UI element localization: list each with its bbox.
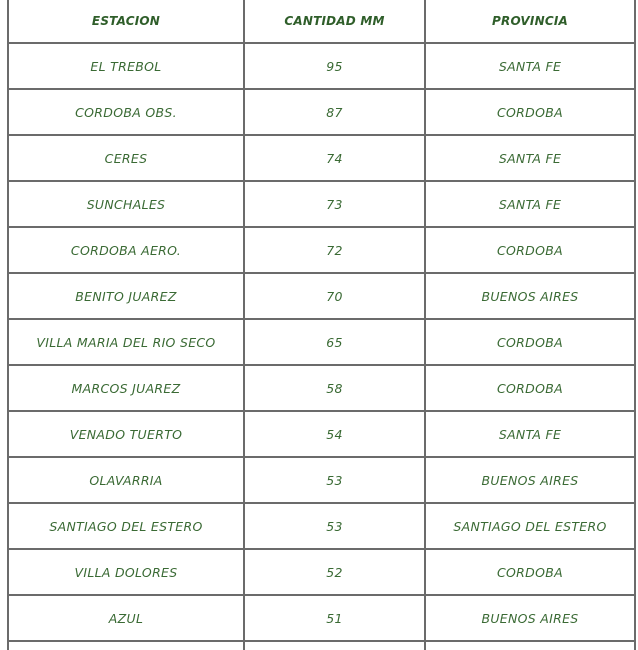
table-row [8, 135, 635, 181]
table-row [8, 89, 635, 135]
cell-provincia: SANTIAGO DEL ESTERO [425, 503, 635, 549]
cell-provincia: BUENOS AIRES [425, 595, 635, 641]
cell-empty [244, 641, 425, 650]
cell-cantidad: 74 [244, 135, 425, 181]
cell-estacion: BENITO JUAREZ [8, 273, 244, 319]
cell-provincia: BUENOS AIRES [425, 457, 635, 503]
table-row [8, 595, 635, 641]
table-row [8, 181, 635, 227]
cell-estacion: VILLA DOLORES [8, 549, 244, 595]
cell-cantidad: 53 [244, 457, 425, 503]
cell-provincia: CORDOBA [425, 365, 635, 411]
cell-provincia: SANTA FE [425, 43, 635, 89]
header-cantidad-mm: CANTIDAD MM [244, 0, 425, 43]
cell-cantidad: 70 [244, 273, 425, 319]
cell-provincia: SANTA FE [425, 411, 635, 457]
cell-provincia: CORDOBA [425, 319, 635, 365]
cell-provincia: CORDOBA [425, 89, 635, 135]
cell-empty [8, 641, 244, 650]
cell-estacion: SANTIAGO DEL ESTERO [8, 503, 244, 549]
cell-provincia: BUENOS AIRES [425, 273, 635, 319]
cell-estacion: CERES [8, 135, 244, 181]
cell-estacion: VENADO TUERTO [8, 411, 244, 457]
cell-estacion: CORDOBA OBS. [8, 89, 244, 135]
cell-empty [425, 641, 635, 650]
header-row [8, 0, 635, 43]
cell-estacion: SUNCHALES [8, 181, 244, 227]
cell-cantidad: 73 [244, 181, 425, 227]
cell-provincia: SANTA FE [425, 181, 635, 227]
cell-cantidad: 58 [244, 365, 425, 411]
cell-cantidad: 54 [244, 411, 425, 457]
cell-estacion: VILLA MARIA DEL RIO SECO [8, 319, 244, 365]
cell-estacion: CORDOBA AERO. [8, 227, 244, 273]
table-row [8, 503, 635, 549]
cell-cantidad: 72 [244, 227, 425, 273]
cell-estacion: AZUL [8, 595, 244, 641]
cell-estacion: MARCOS JUAREZ [8, 365, 244, 411]
cell-cantidad: 53 [244, 503, 425, 549]
table-row [8, 457, 635, 503]
header-estacion: ESTACION [8, 0, 244, 43]
table-row [8, 43, 635, 89]
table-row [8, 365, 635, 411]
cell-cantidad: 51 [244, 595, 425, 641]
cell-estacion: OLAVARRIA [8, 457, 244, 503]
table-row [8, 227, 635, 273]
table-row [8, 411, 635, 457]
cell-provincia: CORDOBA [425, 549, 635, 595]
cell-cantidad: 87 [244, 89, 425, 135]
header-provincia: PROVINCIA [425, 0, 635, 43]
table-row [8, 273, 635, 319]
cell-cantidad: 95 [244, 43, 425, 89]
cell-cantidad: 52 [244, 549, 425, 595]
table-row-partial [8, 641, 635, 650]
table-row [8, 549, 635, 595]
cell-provincia: CORDOBA [425, 227, 635, 273]
cell-estacion: EL TREBOL [8, 43, 244, 89]
rainfall-table [7, 0, 636, 650]
table-row [8, 319, 635, 365]
cell-cantidad: 65 [244, 319, 425, 365]
cell-provincia: SANTA FE [425, 135, 635, 181]
